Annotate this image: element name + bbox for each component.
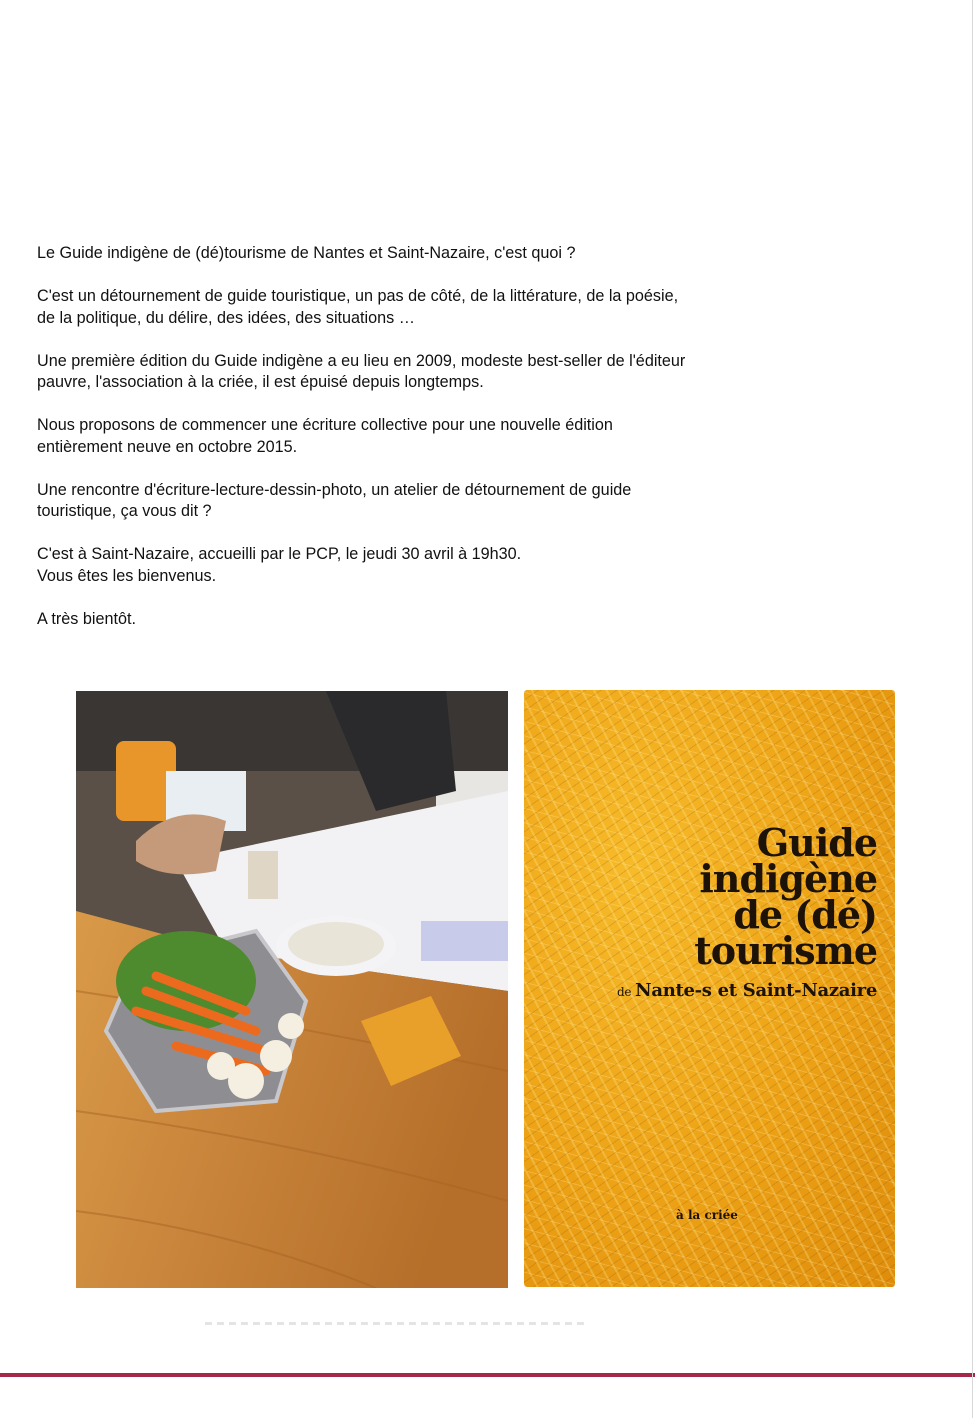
paragraph-first-edition [37,351,797,394]
page-edge-divider [972,0,973,1418]
paragraph-line: entièrement neuve en octobre 2015. [37,437,298,456]
cover-title-line: Guide [756,820,877,865]
paragraph-line: C'est à Saint-Nazaire, accueilli par le PCP, le jeudi 30 avril à 19h30. [37,545,522,563]
book-cover [524,690,895,1287]
paragraph-definition [37,286,797,329]
cover-title-line: de (dé) [733,892,877,937]
article-text [37,243,797,630]
paragraph-line: pauvre, l'association à la criée, il est épuisé depuis longtemps. [37,373,484,391]
paragraph-location [37,544,797,587]
paragraph-line: Une première édition du Guide indigène a eu lieu en 2009, modeste best-seller de l'éditeur [37,351,686,370]
paragraph-meeting [37,480,797,523]
closing-line: A très bientôt. [37,609,136,628]
cover-subtitle-text: Nante-s et Saint-Nazaire [635,980,877,1001]
cover-title-line: indigène [699,856,877,901]
cover-subtitle [617,980,877,1001]
paragraph-line: de la politique, du délire, des idées, des situations … [37,308,415,327]
paragraph-line: touristique, ça vous dit ? [37,502,212,520]
workshop-photo-illustration [76,691,508,1288]
paragraph-proposal [37,415,797,458]
faded-caption [205,1322,585,1325]
footer-divider [0,1373,975,1377]
workshop-photo [76,691,508,1288]
cover-publisher: à la criée [676,1208,738,1222]
paragraph-line: Une rencontre d'écriture-lecture-dessin-photo, un atelier de détournement de guide [37,480,632,499]
cover-title-line: tourisme [694,928,877,973]
cover-title [694,820,877,973]
paragraph-line: Nous proposons de commencer une écriture collective pour une nouvelle édition [37,416,613,434]
paragraph-line: Vous êtes les bienvenus. [37,566,217,585]
intro-question: Le Guide indigène de (dé)tourisme de Nantes et Saint-Nazaire, c'est quoi ? [37,244,576,262]
paragraph-line: C'est un détournement de guide touristique, un pas de côté, de la littérature, de la poésie, [37,287,679,305]
cover-subtitle-prefix: de [616,985,632,999]
